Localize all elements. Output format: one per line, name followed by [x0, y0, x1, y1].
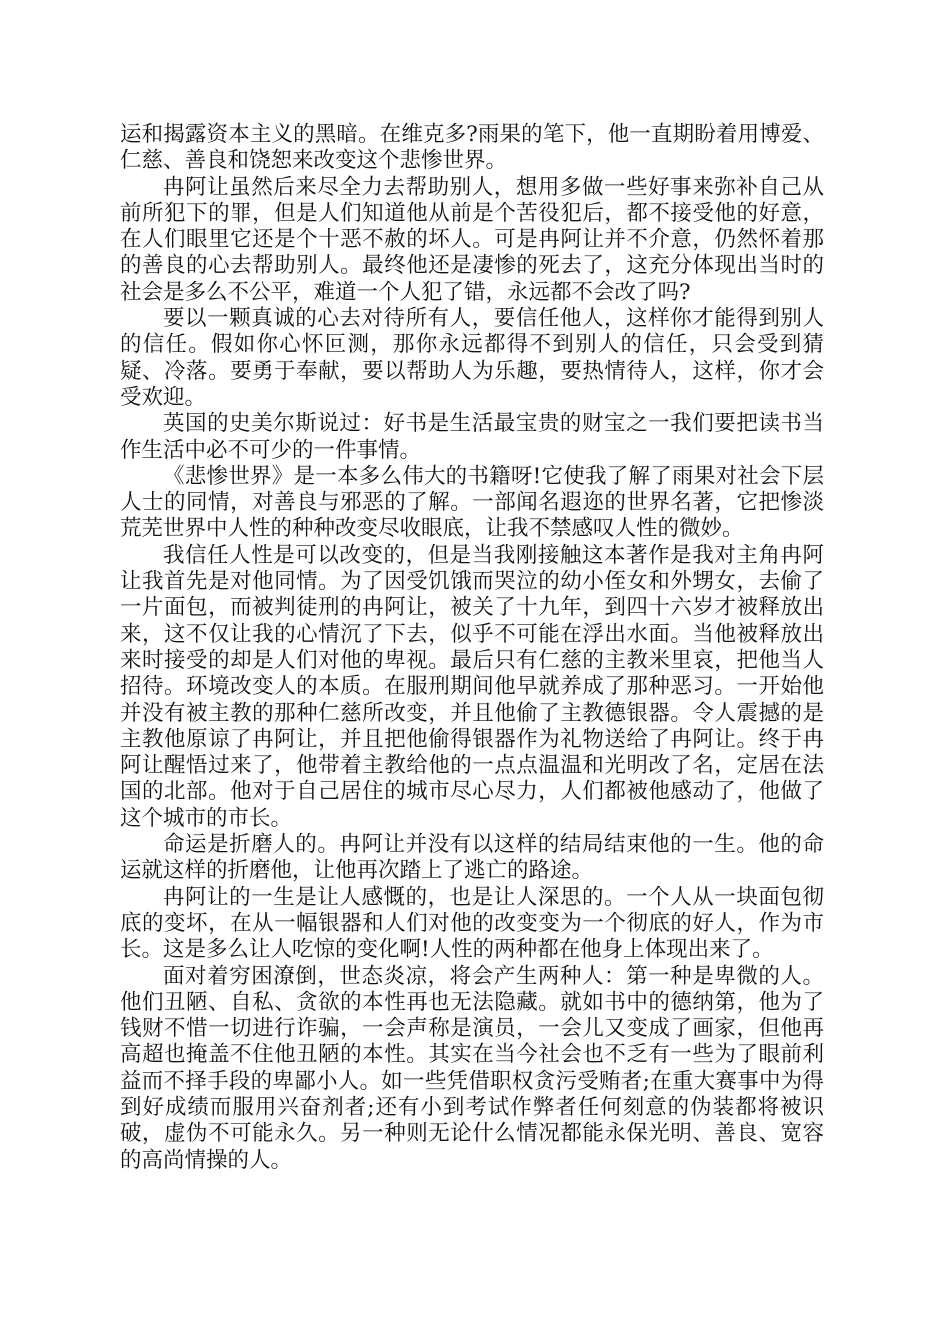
paragraph: 《悲惨世界》是一本多么伟大的书籍呀!它使我了解了雨果对社会下层人士的同情，对善良与邪恶的了解。一部闻名遐迩的世界名著，它把惨淡荒芜世界中人性的种种改变尽收眼底，让我不禁感叹人性的微妙。 — [120, 463, 824, 542]
paragraph: 冉阿让的一生是让人感慨的，也是让人深思的。一个人从一块面包彻底的变坏，在从一幅银器和人们对他的改变变为一个彻底的好人，作为市长。这是多么让人吃惊的变化啊!人性的两种都在他身上体现出来了。 — [120, 884, 824, 963]
paragraph: 要以一颗真诚的心去对待所有人，要信任他人，这样你才能得到别人的信任。假如你心怀叵测，那你永远都得不到别人的信任，只会受到猜疑、冷落。要勇于奉献，要以帮助人为乐趣，要热情待人，这样，你才会受欢迎。 — [120, 306, 824, 410]
paragraph-continued: 运和揭露资本主义的黑暗。在维克多?雨果的笔下，他一直期盼着用博爱、仁慈、善良和饶恕来改变这个悲惨世界。 — [120, 122, 824, 174]
paragraph: 英国的史美尔斯说过：好书是生活最宝贵的财宝之一我们要把读书当作生活中必不可少的一件事情。 — [120, 411, 824, 463]
paragraph: 冉阿让虽然后来尽全力去帮助别人，想用多做一些好事来弥补自己从前所犯下的罪，但是人们知道他从前是个苦役犯后，都不接受他的好意，在人们眼里它还是个十恶不赦的坏人。可是冉阿让并不介意，仍然怀着那的善良的心去帮助别人。最终他还是凄惨的死去了，这充分体现出当时的社会是多么不公平，难道一个人犯了错，永远都不会改了吗? — [120, 174, 824, 305]
paragraph: 命运是折磨人的。冉阿让并没有以这样的结局结束他的一生。他的命运就这样的折磨他，让他再次踏上了逃亡的路途。 — [120, 832, 824, 884]
paragraph: 面对着穷困潦倒，世态炎凉，将会产生两种人：第一种是卑微的人。他们丑陋、自私、贪欲的本性再也无法隐藏。就如书中的德纳第，他为了钱财不惜一切进行诈骗，一会声称是演员，一会儿又变成了画家，但他再高超也掩盖不住他丑陋的本性。其实在当今社会也不乏有一些为了眼前利益而不择手段的卑鄙小人。如一些凭借职权贪污受贿者;在重大赛事中为得到好成绩而服用兴奋剂者;还有小到考试作弊者任何刻意的伪装都将被识破，虚伪不可能永久。另一种则无论什么情况都能永保光明、善良、宽容的高尚情操的人。 — [120, 963, 824, 1173]
paragraph: 我信任人性是可以改变的，但是当我刚接触这本著作是我对主角冉阿让我首先是对他同情。为了因受饥饿而哭泣的幼小侄女和外甥女，去偷了一片面包，而被判徒刑的冉阿让，被关了十九年，到四十六岁才被释放出来，这不仅让我的心情沉了下去，似乎不可能在浮出水面。当他被释放出来时接受的却是人们对他的卑视。最后只有仁慈的主教米里哀，把他当人招待。环境改变人的本质。在服刑期间他早就养成了那种恶习。一开始他并没有被主教的那种仁慈所改变，并且他偷了主教德银器。令人震撼的是主教他原谅了冉阿让，并且把他偷得银器作为礼物送给了冉阿让。终于冉阿让醒悟过来了，他带着主教给他的一点点温温和光明改了名，定居在法国的北部。他对于自己居住的城市尽心尽力，人们都被他感动了，他做了这个城市的市长。 — [120, 542, 824, 831]
document-body — [120, 122, 824, 1174]
